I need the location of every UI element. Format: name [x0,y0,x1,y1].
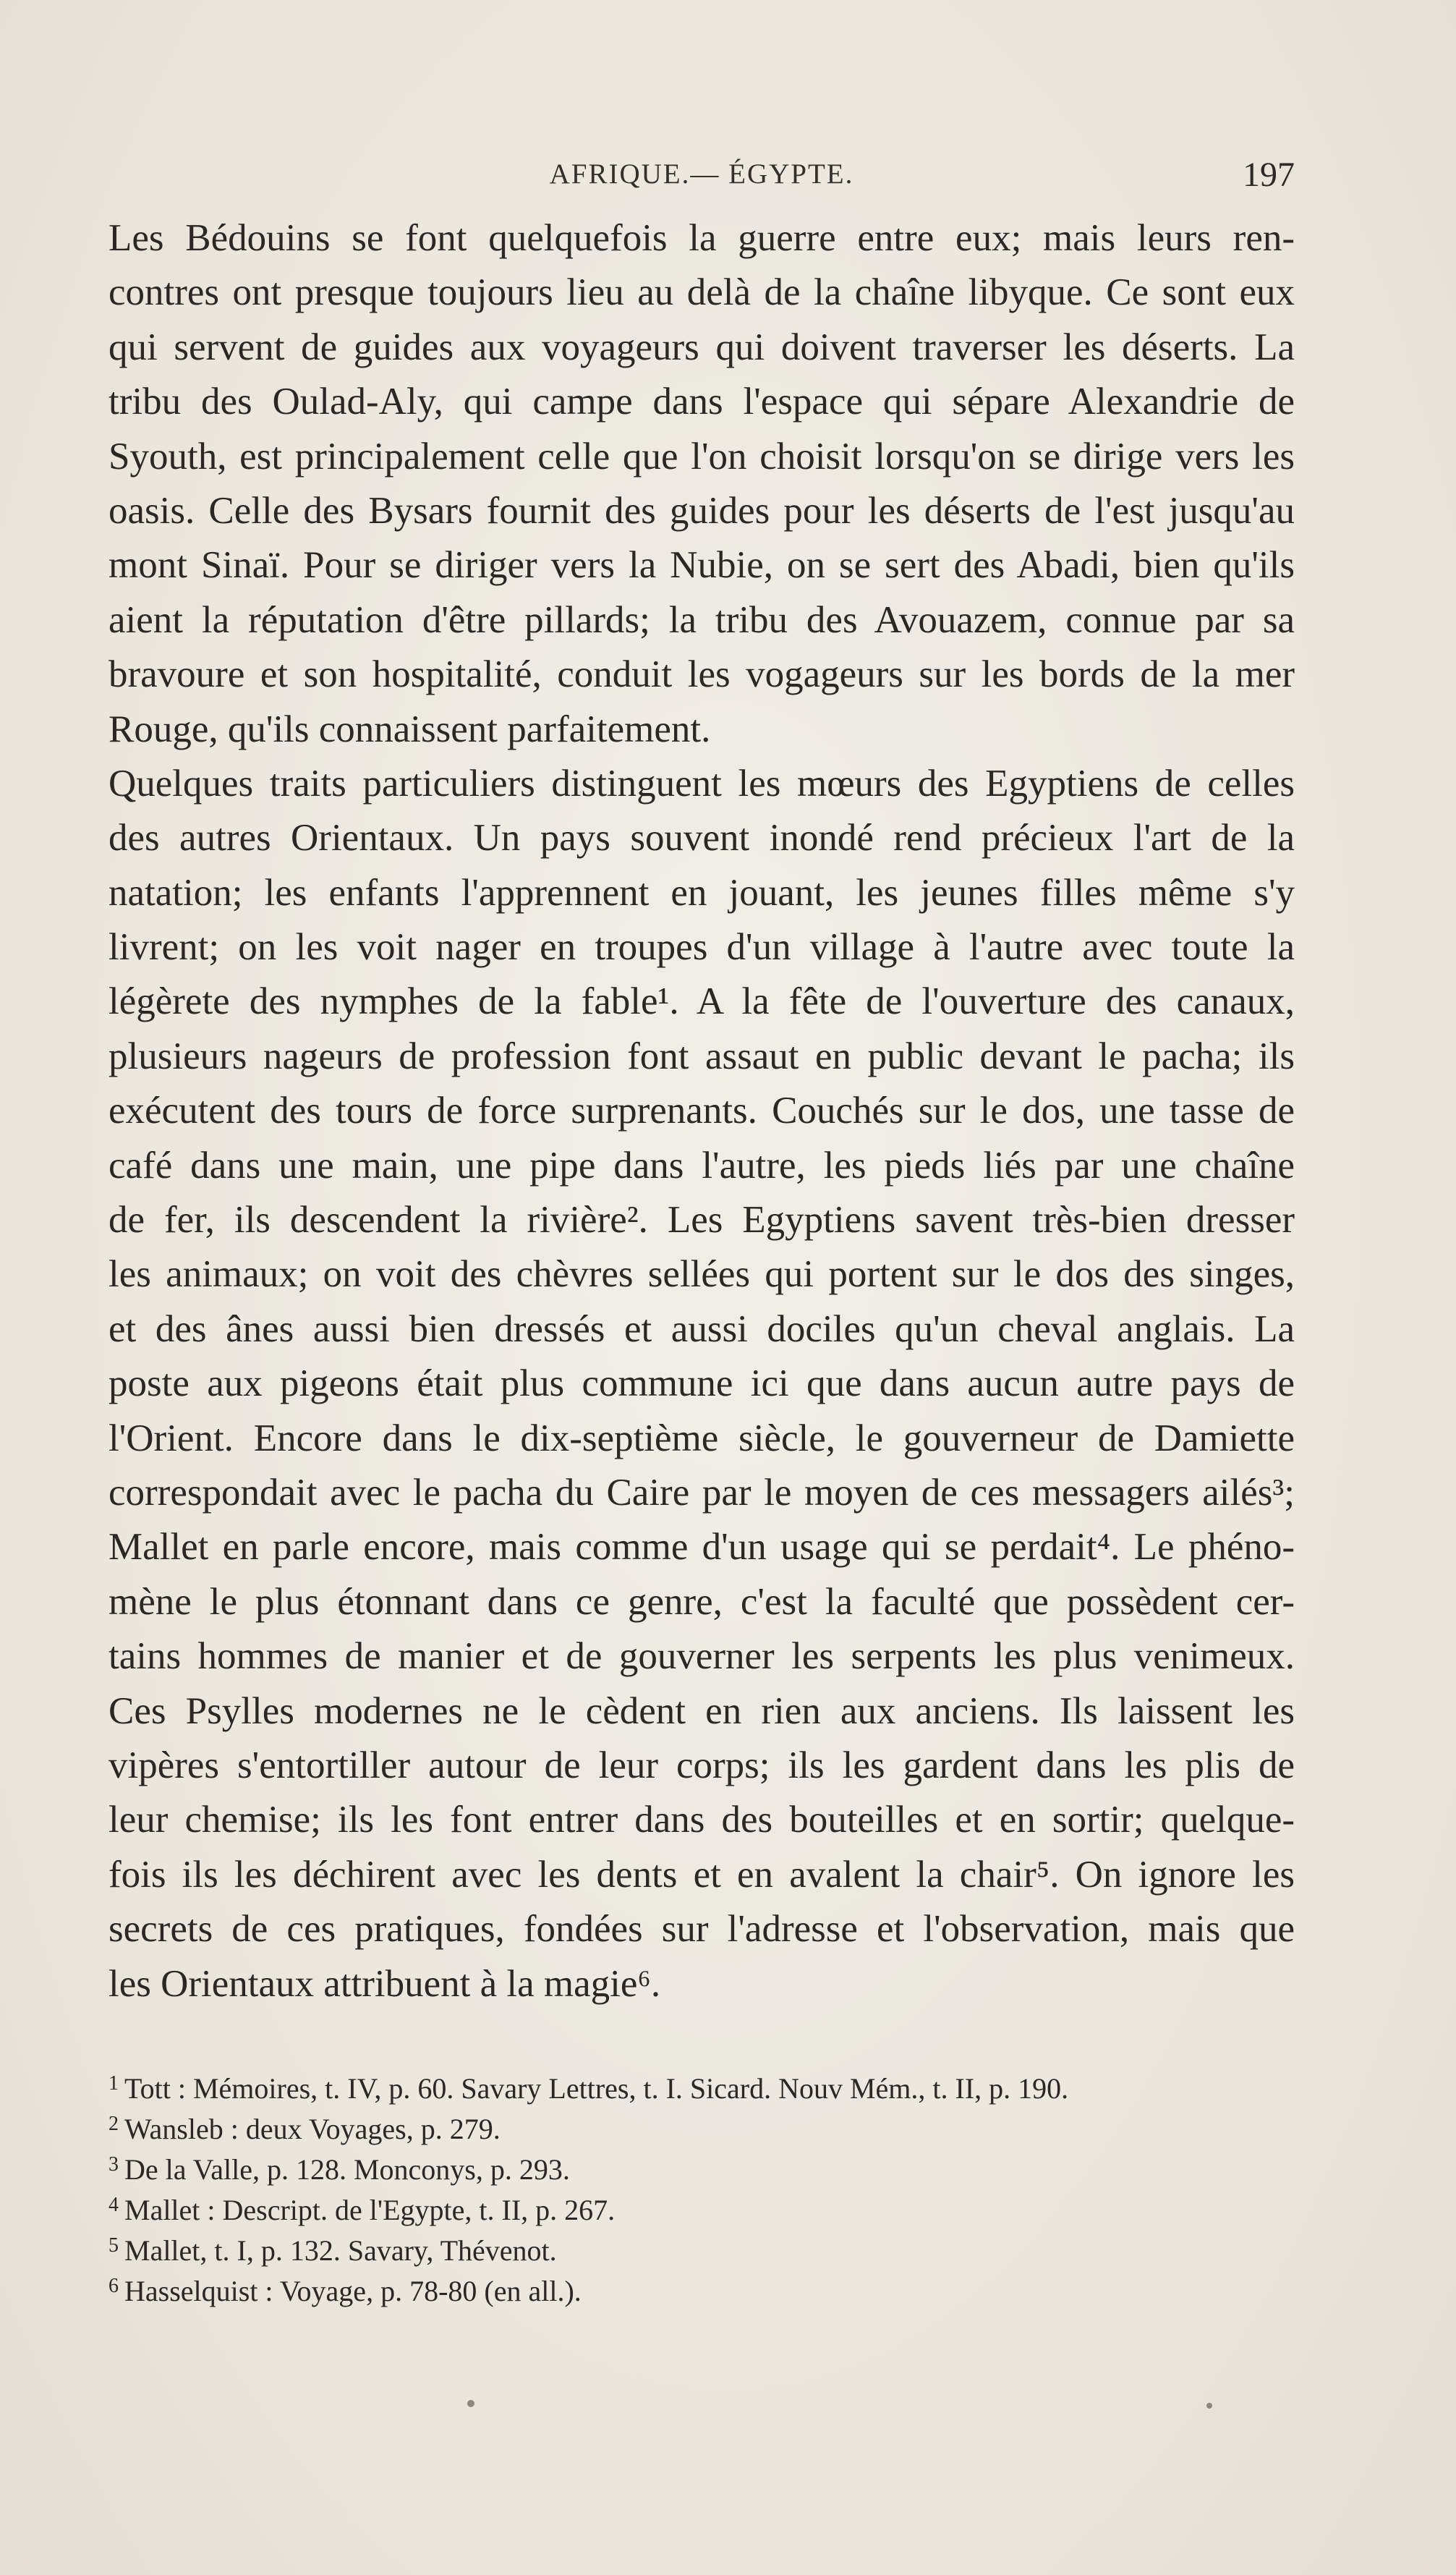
text-line: café dans une main, une pipe dans l'autre, les pieds liés par une chaîne [108,1144,1295,1187]
footnote [108,2185,1295,2226]
text-line: Ces Psylles modernes ne le cèdent en rien aux anciens. Ils laissent les [108,1689,1295,1732]
text-line: Quelques traits particuliers distinguent les mœurs des Egyptiens de celles [108,762,1295,805]
footnote-marker: 4 [108,2194,119,2216]
text-line: les animaux; on voit des chèvres sellées qui portent sur le dos des singes, [108,1253,1295,1296]
footnote [108,2104,1295,2145]
footnote [108,2063,1295,2104]
text-line: secrets de ces pratiques, fondées sur l'adresse et l'observation, mais que [108,1908,1295,1951]
text-line: aient la réputation d'être pillards; la tribu des Avouazem, connue par sa [108,598,1295,641]
footnote-text: Mallet, t. I, p. 132. Savary, Thévenot. [124,2234,557,2267]
text-line: correspondait avec le pacha du Caire par le moyen de ces messagers ailés³; [108,1471,1295,1514]
text-line: et des ânes aussi bien dressés et aussi dociles qu'un cheval anglais. La [108,1307,1295,1350]
footnote-marker: 6 [108,2275,119,2297]
footnote-text: Wansleb : deux Voyages, p. 279. [124,2113,501,2145]
footnote-marker: 3 [108,2153,119,2176]
text-line: légèrete des nymphes de la fable¹. A la fête de l'ouverture des canaux, [108,980,1295,1023]
text-line: livrent; on les voit nager en troupes d'un village à l'autre avec toute la [108,926,1295,969]
text-line: Les Bédouins se font quelquefois la guerre entre eux; mais leurs ren- [108,217,1295,259]
text-line: leur chemise; ils les font entrer dans des bouteilles et en sortir; quelque- [108,1799,1295,1841]
text-line: Rouge, qu'ils connaissent parfaitement. [108,708,711,750]
footnote [108,2145,1295,2185]
footnote-marker: 2 [108,2113,119,2135]
text-line: Mallet en parle encore, mais comme d'un usage qui se perdait⁴. Le phéno- [108,1526,1295,1569]
running-head [108,158,1295,201]
text-line: bravoure et son hospitalité, conduit les vogageurs sur les bords de la mer [108,653,1295,696]
footnote-text: Hasselquist : Voyage, p. 78-80 (en all.). [124,2275,582,2307]
paper-speck [467,2400,474,2407]
body-text [108,211,1295,2011]
footnote-marker: 5 [108,2234,119,2257]
text-line: mont Sinaï. Pour se diriger vers la Nubie, on se sert des Abadi, bien qu'ils [108,544,1295,587]
text-line: l'Orient. Encore dans le dix-septième siècle, le gouverneur de Damiette [108,1417,1295,1459]
text-line: poste aux pigeons était plus commune ici que dans aucun autre pays de [108,1362,1295,1405]
text-line: natation; les enfants l'apprennent en jouant, les jeunes filles même s'y [108,871,1295,914]
paper-speck [1206,2403,1212,2409]
footnote-marker: 1 [108,2072,119,2095]
footnote-text: Tott : Mémoires, t. IV, p. 60. Savary Lettres, t. I. Sicard. Nouv Mém., t. II, p. 190. [124,2072,1069,2105]
text-line: tains hommes de manier et de gouverner les serpents les plus venimeux. [108,1635,1295,1678]
text-line: plusieurs nageurs de profession font assaut en public devant le pacha; ils [108,1035,1295,1077]
text-line: mène le plus étonnant dans ce genre, c'est la faculté que possèdent cer- [108,1580,1295,1623]
footnotes [108,2063,1295,2307]
text-line: qui servent de guides aux voyageurs qui doivent traverser les déserts. La [108,326,1295,368]
footnote-text: De la Valle, p. 128. Monconys, p. 293. [124,2153,570,2186]
footnote-text: Mallet : Descript. de l'Egypte, t. II, p. 267. [124,2194,616,2226]
text-line: les Orientaux attribuent à la magie⁶. [108,1962,661,2005]
text-line: fois ils les déchirent avec les dents et en avalent la chair⁵. On ignore les [108,1853,1295,1896]
text-line: vipères s'entortiller autour de leur corps; ils les gardent dans les plis de [108,1744,1295,1786]
text-line: de fer, ils descendent la rivière². Les Egyptiens savent très-bien dresser [108,1199,1295,1242]
text-line: des autres Orientaux. Un pays souvent inondé rend précieux l'art de la [108,817,1295,860]
text-line: contres ont presque toujours lieu au delà de la chaîne libyque. Ce sont eux [108,271,1295,314]
footnote [108,2226,1295,2266]
page-number: 197 [1243,156,1295,194]
text-line: Syouth, est principalement celle que l'on choisit lorsqu'on se dirige vers les [108,435,1295,478]
text-line: exécutent des tours de force surprenants. Couchés sur le dos, une tasse de [108,1090,1295,1132]
footnote [108,2266,1295,2307]
text-line: oasis. Celle des Bysars fournit des guides pour les déserts de l'est jusqu'au [108,489,1295,532]
running-title: AFRIQUE.— ÉGYPTE. [549,158,854,190]
text-line: tribu des Oulad-Aly, qui campe dans l'espace qui sépare Alexandrie de [108,381,1295,423]
